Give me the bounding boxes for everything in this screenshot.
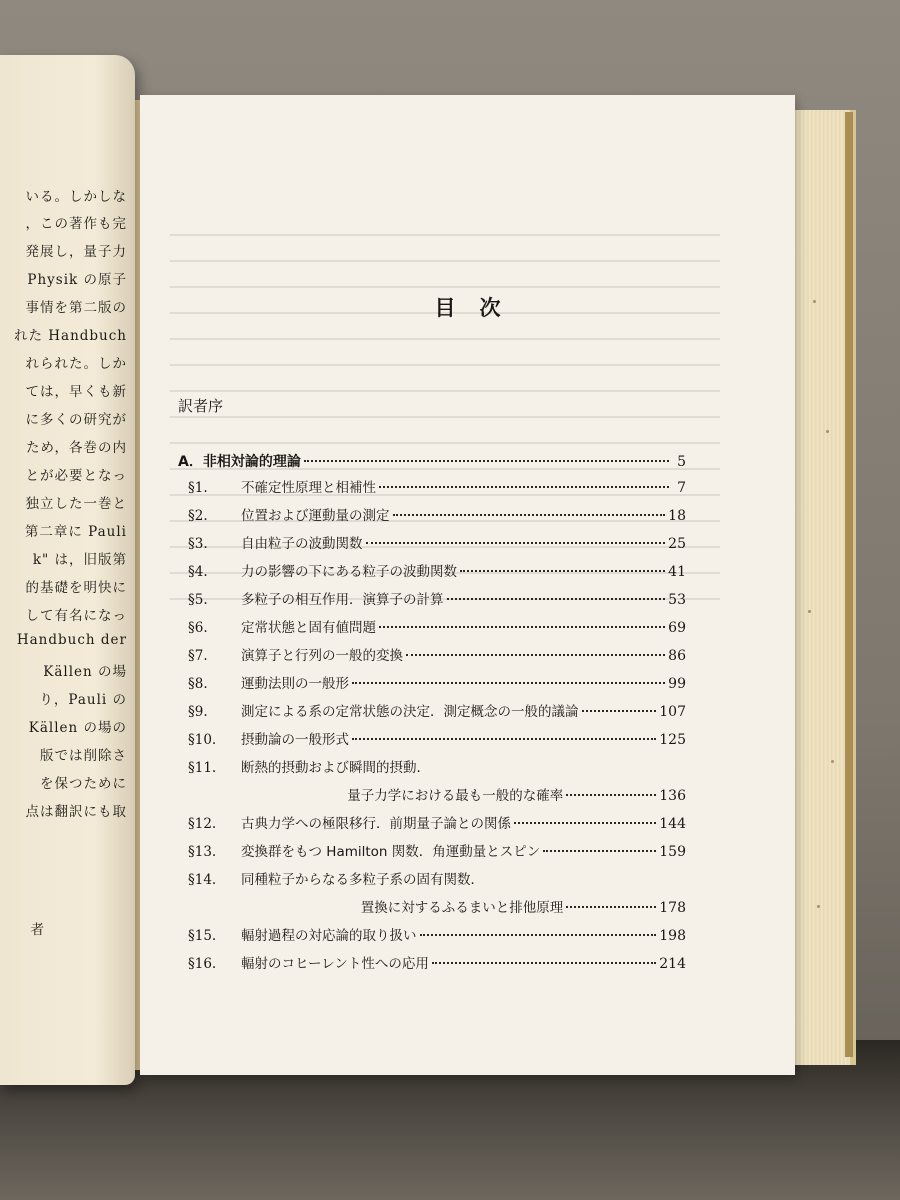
left-page-line: Källen の場 (43, 664, 127, 680)
left-page-line: 的基礎を明快に (25, 580, 127, 596)
section-title: 輻射過程の対応論的取り扱い (241, 928, 417, 944)
leader-dots (566, 892, 656, 908)
toc-row (188, 700, 686, 722)
toc-row (188, 868, 686, 890)
left-page-signature: 者 (30, 922, 45, 938)
left-page-line: ，この著作も完 (25, 216, 127, 232)
left-page-line: して有名になっ (25, 608, 127, 624)
left-page-line: 事情を第二版の (25, 300, 127, 316)
page-number: 214 (659, 956, 686, 972)
left-page-line: に多くの研究が (25, 412, 127, 428)
section-title: 不確定性原理と相補性 (241, 480, 376, 496)
toc-title: 目次 (434, 296, 525, 320)
toc-row (188, 924, 686, 946)
left-page-line: れた Handbuch (13, 328, 127, 344)
section-number: §14. (188, 872, 217, 888)
left-page-line: 版では削除さ (40, 748, 127, 764)
left-page-line: れられた。しか (25, 356, 127, 372)
left-page-line: Handbuch der (16, 632, 127, 648)
left-page-line: いる。しかしな (25, 189, 127, 205)
section-title: 自由粒子の波動関数 (241, 536, 363, 552)
toc-row (188, 616, 686, 638)
section-title: 定常状態と固有値問題 (241, 620, 376, 636)
book-cover-edge (845, 112, 853, 1057)
toc-row (188, 504, 686, 526)
page-number: 144 (659, 816, 686, 832)
leader-dots (514, 808, 656, 824)
section-number: §7. (188, 648, 208, 664)
leader-dots (352, 668, 665, 684)
toc-row (188, 532, 686, 554)
leader-dots (379, 612, 665, 628)
section-number: §4. (188, 564, 208, 580)
page-number: 125 (659, 732, 686, 748)
section-number: §3. (188, 536, 208, 552)
left-page-line: 点は翻訳にも取 (25, 804, 127, 820)
page-number: 69 (668, 620, 686, 636)
foxing-spot (817, 905, 820, 908)
toc-row (188, 952, 686, 974)
left-facing-page (0, 55, 135, 1085)
foxing-spot (826, 430, 829, 433)
toc-row-continuation (188, 896, 686, 918)
leader-dots (566, 780, 656, 796)
toc-row (188, 728, 686, 750)
foxing-spot (831, 760, 834, 763)
leader-dots (543, 836, 656, 852)
toc-row (188, 476, 686, 498)
left-page-line: Källen の場の (28, 720, 127, 736)
section-title: 多粒子の相互作用．演算子の計算 (241, 592, 444, 608)
leader-dots (447, 584, 666, 600)
part-label: A．非相対論的理論 (178, 454, 301, 470)
section-title: 位置および運動量の測定 (241, 508, 390, 524)
toc-row (188, 560, 686, 582)
section-number: §6. (188, 620, 208, 636)
page-number: 198 (659, 928, 686, 944)
leader-dots (406, 640, 665, 656)
leader-dots (366, 528, 666, 544)
left-page-line: り，Pauli の (39, 692, 127, 708)
section-title: 測定による系の定常状態の決定．測定概念の一般的議論 (241, 704, 579, 720)
leader-dots (379, 472, 669, 488)
section-number: §12. (188, 816, 217, 832)
section-number: §9. (188, 704, 208, 720)
left-page-line: 独立した一巻と (25, 496, 127, 512)
leader-dots (393, 500, 666, 516)
page-number: 178 (659, 900, 686, 916)
section-number: §1. (188, 480, 208, 496)
left-page-line: 発展し，量子力 (25, 244, 127, 260)
section-title: 断熱的摂動および瞬間的摂動． (241, 760, 430, 776)
section-title: 変換群をもつ Hamilton 関数．角運動量とスピン (241, 844, 541, 860)
page-number: 7 (677, 480, 686, 496)
toc-row (188, 812, 686, 834)
translator-preface: 訳者序 (178, 397, 224, 415)
page-number: 136 (659, 788, 686, 804)
leader-dots (352, 724, 656, 740)
section-number: §5. (188, 592, 208, 608)
left-page-line: ため，各巻の内 (26, 440, 127, 456)
page-number: 159 (659, 844, 686, 860)
left-page-bleed-through (37, 840, 127, 900)
left-page-line: ては，早くも新 (25, 384, 127, 400)
section-number: §13. (188, 844, 217, 860)
page-number: 5 (677, 454, 686, 470)
section-number: §16. (188, 956, 217, 972)
toc-row (188, 840, 686, 862)
toc-row (188, 756, 686, 778)
section-title: 輻射のコヒーレント性への応用 (241, 956, 429, 972)
page-number: 86 (668, 648, 686, 664)
section-title: 摂動論の一般形式 (241, 732, 349, 748)
section-number: §8. (188, 676, 208, 692)
page-number: 41 (668, 564, 686, 580)
foxing-spot (813, 300, 816, 303)
leader-dots (460, 556, 665, 572)
section-title: 運動法則の一般形 (241, 676, 349, 692)
page-number: 53 (668, 592, 686, 608)
leader-dots (420, 920, 657, 936)
section-title: 演算子と行列の一般的変換 (241, 648, 403, 664)
left-page-line: Physik の原子 (27, 272, 127, 288)
contents-page (140, 95, 795, 1075)
page-number: 107 (659, 704, 686, 720)
toc-row (188, 644, 686, 666)
left-page-line: を保つために (40, 776, 127, 792)
leader-dots (582, 696, 657, 712)
section-title: 量子力学における最も一般的な確率 (347, 788, 564, 804)
section-number: §15. (188, 928, 217, 944)
toc-row (188, 588, 686, 610)
section-title: 力の影響の下にある粒子の波動関数 (241, 564, 457, 580)
left-page-line: k" は，旧版第 (32, 552, 127, 568)
leader-dots (432, 948, 656, 964)
section-number: §10. (188, 732, 217, 748)
section-title: 古典力学への極限移行．前期量子論との関係 (241, 816, 511, 832)
leader-dots (304, 446, 669, 462)
section-number: §11. (188, 760, 217, 776)
toc-part-row (178, 450, 686, 472)
section-title: 置換に対するふるまいと排他原理 (360, 900, 564, 916)
toc-row (188, 672, 686, 694)
foxing-spot (808, 610, 811, 613)
page-number: 99 (668, 676, 686, 692)
page-number: 18 (668, 508, 686, 524)
section-title: 同種粒子からなる多粒子系の固有関数． (241, 872, 484, 888)
left-page-line: 第二章に Pauli (24, 524, 127, 540)
left-page-line: とが必要となっ (25, 468, 127, 484)
section-number: §2. (188, 508, 208, 524)
page-number: 25 (668, 536, 686, 552)
toc-row-continuation (188, 784, 686, 806)
